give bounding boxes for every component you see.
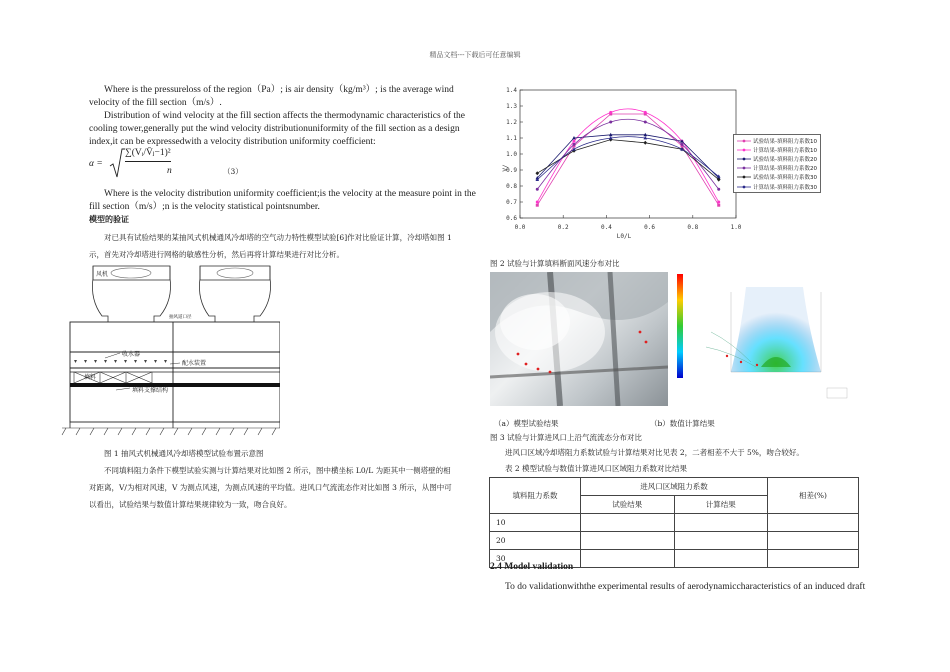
chart-ylabel: V/ <box>502 164 509 172</box>
figure-3a-label: （a）模型试验结果 <box>494 419 559 428</box>
chart-point <box>573 140 576 143</box>
legend-item <box>737 136 817 145</box>
fig1-label-support: 填料支撑结构 <box>132 387 169 394</box>
chart-point <box>609 111 612 114</box>
legend-swatch <box>737 174 751 180</box>
formula-numerator: ∑(Vᵢ/V̄ⱼ−1)² <box>125 147 171 162</box>
cn-para-2-line-2: 对距离，V/为相对风速，V 为测点风速，为测点风速的平均值。进风口气流流态作对比如图 3 所示，从图中可 <box>89 483 452 492</box>
page-header: 精品文档---下载后可任意编辑 <box>429 51 521 59</box>
para-3-line-2: fill section（m/s）;n is the velocity statistical pointsnumber. <box>89 202 320 212</box>
table-cell <box>674 532 768 550</box>
cn-para-3: 进风口区域冷却塔阻力系数试验与计算结果对比见表 2，二者相差不大于 5%，吻合较好。 <box>505 448 804 457</box>
legend-label: 计算结果-填料阻力系数10 <box>753 147 817 154</box>
legend-swatch <box>737 184 751 190</box>
cn-para-1-line-2: 示，首先对冷却塔进行网格的敏感性分析，然后再将计算结果进行对比分析。 <box>89 250 344 259</box>
table-2-header-group: 进风口区域阻力系数 <box>581 478 768 496</box>
chart-ytick-label: 0.7 <box>506 199 517 206</box>
legend-item <box>737 145 817 154</box>
formula-3 <box>89 148 249 180</box>
cn-para-2-line-3: 以看出，试验结果与数值计算结果规律较为一致，吻合良好。 <box>89 500 292 509</box>
figure-1-diagram <box>60 260 280 440</box>
chart-point <box>644 111 647 114</box>
legend-label: 计算结果-填料阻力系数20 <box>753 166 817 173</box>
chart-series-line <box>537 119 718 189</box>
legend-swatch <box>737 147 751 153</box>
chart-point <box>644 121 647 124</box>
chart-xtick-label: 0.2 <box>557 224 569 231</box>
chart-point <box>609 121 612 124</box>
chart-point <box>717 201 720 204</box>
fig1-label-nozzle: 配水装置 <box>182 360 207 367</box>
chart-ytick-label: 1.1 <box>506 135 517 142</box>
chart-series-5 <box>535 138 720 182</box>
table-row <box>490 532 859 550</box>
chart-point <box>536 188 539 191</box>
chart-ytick-label: 0.8 <box>506 183 517 190</box>
table-cell <box>674 514 768 532</box>
legend-label: 试验结果-填料阻力系数30 <box>753 175 817 182</box>
chart-point <box>681 143 684 146</box>
figure-1-caption: 图 1 抽风式机械通风冷却塔模型试验布置示意图 <box>104 449 264 458</box>
chart-ytick-label: 1.3 <box>506 103 517 110</box>
chart-series-1 <box>536 113 720 207</box>
legend-label: 计算结果-填料阻力系数30 <box>753 184 817 191</box>
fig1-label-fill: 填料 <box>84 374 97 381</box>
para-2-line-3: index,it can be expressedwith a velocity distribution uniformity coefficient: <box>89 137 376 147</box>
figure-3a-photo <box>490 272 668 406</box>
chart-point <box>643 141 647 145</box>
table-cell <box>768 514 859 532</box>
table-cell <box>581 550 675 568</box>
table-cell: 20 <box>490 532 581 550</box>
figure-3-caption: 图 3 试验与计算进风口上沿气流流态分布对比 <box>490 433 643 442</box>
section-title-2-4: 2.4 Model validation <box>490 562 574 572</box>
legend-label: 试验结果-填料阻力系数10 <box>753 138 817 145</box>
para-3-line-1: Where is the velocity distribution uniformity coefficient;is the velocity at the measure point in the <box>104 189 476 199</box>
chart-point <box>717 204 720 207</box>
last-line: To do validationwiththe experimental results of aerodynamiccharacteristics of an induced draft <box>505 582 866 592</box>
para-2-line-1: Distribution of wind velocity at the fill section affects the thermodynamic characteristics of the <box>104 111 465 121</box>
formula-denominator: n <box>167 166 172 176</box>
table-cell: 30 <box>490 550 581 568</box>
chart-ytick-label: 1.4 <box>506 87 517 94</box>
formula-alpha: α = <box>89 159 103 169</box>
fan-housing-right <box>199 266 270 322</box>
table-2-header-fill: 填料阻力系数 <box>490 478 581 514</box>
chart-ytick-label: 1.0 <box>506 151 517 158</box>
formula-number: （3） <box>223 167 243 176</box>
table-cell <box>581 532 675 550</box>
para-1-line-1: Where is the pressureloss of the region（Pa）; is air density（kg/m³）; is the average wind <box>104 85 454 95</box>
para-2-line-2: cooling tower,generally put the wind velocity distributionuniformity of the fill section as a design <box>89 124 460 134</box>
para-1-line-2: velocity of the fill section（m/s）. <box>89 98 222 108</box>
table-2 <box>489 477 859 568</box>
table-cell <box>674 550 768 568</box>
chart-xtick-label: 0.6 <box>644 224 656 231</box>
chart-point <box>536 201 539 204</box>
chart-legend <box>733 134 821 193</box>
figure-3b-cfd <box>671 272 851 406</box>
cn-para-1-line-1: 对已具有试验结果的某抽风式机械通风冷却塔的空气动力特性模型试验[6]作对比验证计算，冷却塔如图 1 <box>104 233 452 242</box>
chart-series-line <box>537 137 718 180</box>
figure-2-caption: 图 2 试验与计算填料断面风速分布对比 <box>490 259 620 268</box>
chart-xlabel: L0/L <box>616 233 632 240</box>
table-cell <box>768 550 859 568</box>
chart-ytick-label: 0.6 <box>506 215 517 222</box>
table-cell: 10 <box>490 514 581 532</box>
fig1-label-eliminator: 收水器 <box>122 351 141 358</box>
figure-3b-label: （b）数值计算结果 <box>650 419 715 428</box>
table-row <box>490 514 859 532</box>
legend-swatch <box>737 156 751 162</box>
chart-point <box>717 174 721 177</box>
chart-point <box>717 188 720 191</box>
table-cell <box>581 514 675 532</box>
chart-series-4 <box>536 119 720 191</box>
legend-item <box>737 173 817 182</box>
legend-item <box>737 164 817 173</box>
table-2-header-calc: 计算结果 <box>674 496 768 514</box>
legend-item <box>737 182 817 191</box>
chart-xtick-label: 0.4 <box>600 224 612 231</box>
chart-xtick-label: 0.8 <box>687 224 699 231</box>
chart-series-line <box>537 114 718 205</box>
table-2-header-diff: 相差(%) <box>768 478 859 514</box>
cn-para-2-line-1: 不同填料阻力条件下模型试验实测与计算结果对比如图 2 所示，图中横坐标 L0/L 为距其中一侧塔壁的相 <box>104 466 451 475</box>
fig1-label-duct: 抽风道口径 <box>169 315 192 320</box>
chart-ytick-label: 1.2 <box>506 119 517 126</box>
fig1-label-fan: 风机 <box>96 271 109 278</box>
table-cell <box>768 532 859 550</box>
legend-swatch <box>737 138 751 144</box>
chart-point <box>573 143 576 146</box>
legend-swatch <box>737 165 751 171</box>
chart-point <box>536 204 539 207</box>
section-title-validation-cn: 模型的验证 <box>89 214 129 224</box>
chart-series-line <box>537 140 718 180</box>
table-2-caption: 表 2 模型试验与数值计算进风口区域阻力系数对比结果 <box>505 464 688 473</box>
sqrt-symbol-icon <box>109 148 125 180</box>
legend-item <box>737 154 817 163</box>
nozzle-row <box>74 360 167 363</box>
chart-point <box>535 171 539 175</box>
legend-label: 试验结果-填料阻力系数20 <box>753 156 817 163</box>
table-2-header-test: 试验结果 <box>581 496 675 514</box>
chart-xtick-label: 1.0 <box>730 224 742 231</box>
chart-ytick-label: 0.9 <box>506 167 517 174</box>
chart-xtick-label: 0.0 <box>514 224 526 231</box>
